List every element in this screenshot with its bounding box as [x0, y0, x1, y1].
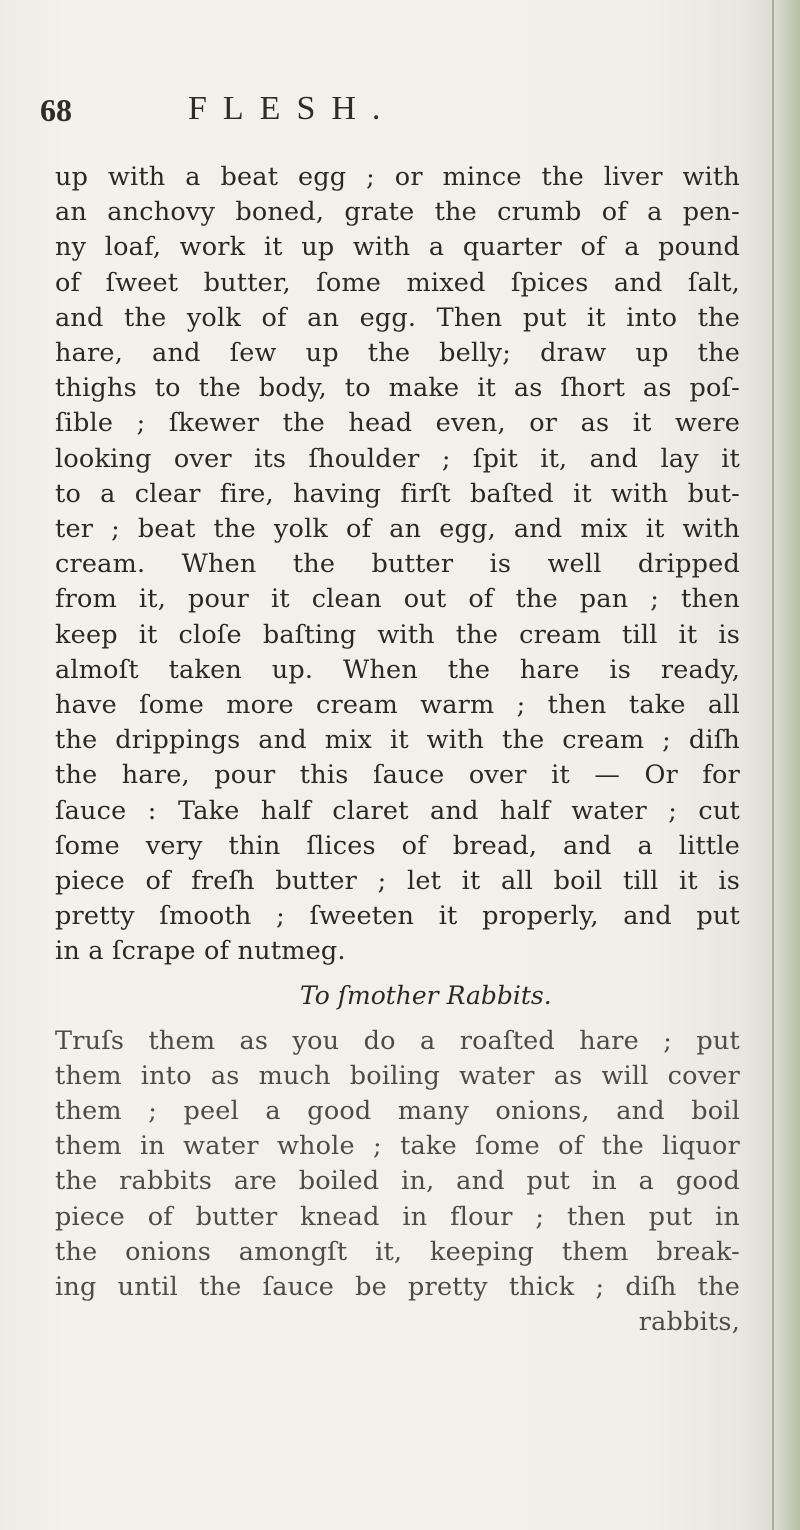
text-line: ny loaf, work it up with a quarter of a pound	[55, 232, 740, 263]
catchword: rabbits,	[638, 1307, 740, 1338]
body-text	[55, 160, 740, 1341]
text-line: the drippings and mix it with the cream ; diſh	[55, 725, 740, 756]
text-line: cream. When the butter is well dripped	[55, 549, 740, 580]
text-line: piece of freſh butter ; let it all boil till it is	[55, 866, 740, 897]
text-line: piece of butter knead in flour ; then put in	[55, 1201, 740, 1232]
text-line: pretty ſmooth ; ſweeten it properly, and put	[55, 901, 740, 932]
text-line: up with a beat egg ; or mince the liver with	[55, 162, 740, 192]
text-line: and the yolk of an egg. Then put it into the	[55, 302, 740, 333]
text-line: in a ſcrape of nutmeg.	[55, 936, 346, 967]
page-edge-line	[772, 0, 774, 1530]
page-edge-shadow	[762, 0, 800, 1530]
page-number: 68	[40, 92, 72, 128]
text-line: ſauce : Take half claret and half water ; cut	[55, 795, 740, 826]
running-title: FLESH.	[188, 90, 397, 127]
text-line: an anchovy boned, grate the crumb of a pen-	[55, 197, 740, 228]
text-line: hare, and ſew up the belly; draw up the	[55, 338, 740, 369]
section-subheading: To ſmother Rabbits.	[300, 980, 552, 1010]
text-line: them into as much boiling water as will cover	[55, 1060, 740, 1091]
text-line: the hare, pour this ſauce over it — Or for	[55, 760, 740, 791]
text-line: looking over its ſhoulder ; ſpit it, and lay it	[55, 443, 740, 474]
text-line: Truſs them as you do a roaſted hare ; put	[55, 1025, 740, 1056]
text-line: ter ; beat the yolk of an egg, and mix it with	[55, 514, 740, 545]
text-line: them in water whole ; take ſome of the liquor	[55, 1131, 740, 1162]
text-line: of ſweet butter, ſome mixed ſpices and ſalt,	[55, 267, 740, 298]
text-line: almoſt taken up. When the hare is ready,	[55, 654, 740, 685]
text-line: the rabbits are boiled in, and put in a good	[55, 1166, 740, 1197]
text-line: keep it cloſe baſting with the cream till it is	[55, 619, 740, 650]
text-line: ing until the ſauce be pretty thick ; diſh the	[55, 1272, 740, 1303]
text-line: the onions amongſt it, keeping them break-	[55, 1236, 740, 1267]
text-line: ſome very thin ſlices of bread, and a little	[55, 830, 740, 861]
text-line: them ; peel a good many onions, and boil	[55, 1096, 740, 1127]
text-line: from it, pour it clean out of the pan ; then	[55, 584, 740, 615]
page-header	[40, 92, 740, 144]
text-line: thighs to the body, to make it as ſhort as poſ-	[55, 373, 740, 404]
text-line: ſible ; ſkewer the head even, or as it were	[55, 408, 740, 439]
text-line: to a clear fire, having firſt baſted it with but-	[55, 478, 740, 509]
text-line: have ſome more cream warm ; then take all	[55, 690, 740, 721]
